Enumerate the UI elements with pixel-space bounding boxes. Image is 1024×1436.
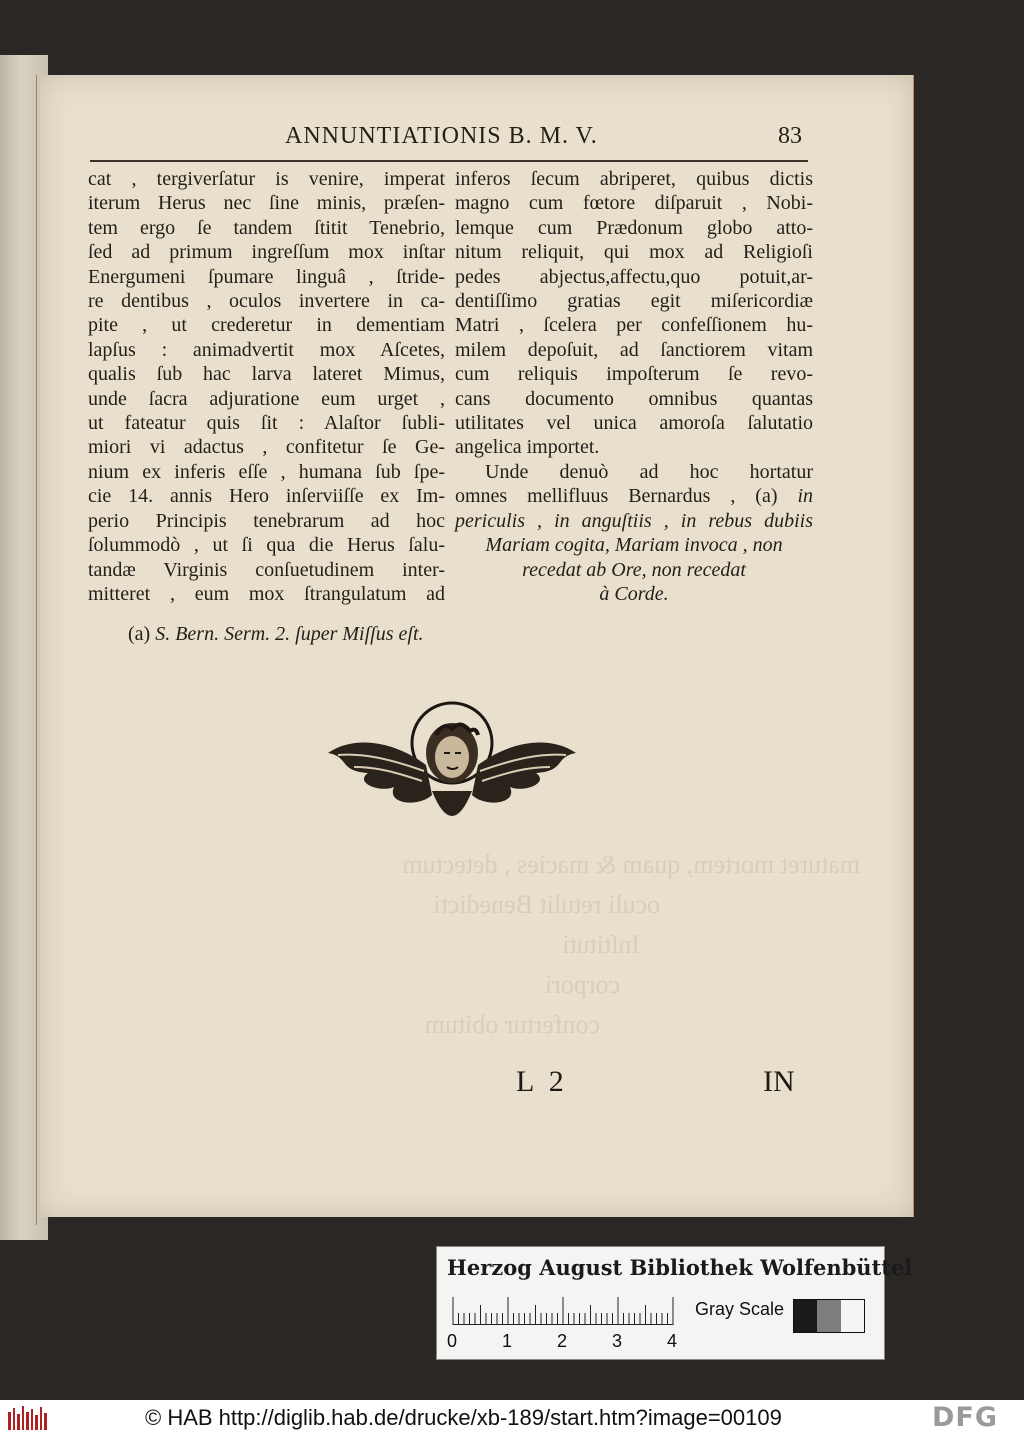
text-line: qualis ſub hac larva lateret Mimus, — [88, 363, 445, 386]
text-line: cie 14. annis Hero inſerviiſſe ex Im- — [88, 485, 445, 508]
text-line: nitum reliquit, qui mox ad Religioſi — [455, 241, 813, 264]
cherub-ornament — [324, 695, 582, 845]
gray-swatch — [817, 1300, 840, 1332]
text-line: nium ex inferis eſſe , humana ſub ſpe- — [88, 460, 445, 483]
text-line: inferos ſecum abriperet, quibus dictis — [455, 168, 813, 190]
gray-scale-swatches — [793, 1299, 865, 1333]
footnote-mark: (a) — [128, 623, 151, 645]
text-line — [455, 484, 813, 508]
text-line: lemque cum Prædonum globo atto- — [455, 216, 813, 239]
text-line: cans documento omnibus quantas — [455, 387, 813, 410]
text-line: iterum Herus nec ſine minis, præſen- — [88, 192, 445, 215]
catchword: IN — [763, 1065, 795, 1098]
scale-number: 2 — [557, 1331, 568, 1351]
italic-text-run: periculis , in anguſtiis , in rebus dubiis — [455, 509, 813, 532]
bleed-line: oculi retulit Benedicti — [433, 890, 660, 919]
running-head: ANNUNTIATIONIS B. M. V. — [285, 123, 598, 149]
bleed-line: corpori — [544, 970, 620, 999]
text-line: re dentibus , oculos invertere in ca- — [88, 290, 445, 313]
text-line: pedes abjectus,affectu,quo potuit,ar- — [455, 265, 813, 288]
ruler-icon — [449, 1295, 679, 1325]
quotation-line: Mariam cogita, Mariam invoca , non — [485, 534, 783, 557]
italic-text-run: in — [797, 485, 813, 508]
quotation-line: à Corde. — [599, 582, 669, 605]
institution-name: Herzog August Bibliothek Wolfenbüttel — [447, 1255, 913, 1280]
text-line — [455, 509, 813, 533]
text-line: tem ergo ſe tandem ſtitit Tenebrio, — [88, 216, 445, 239]
text-line: ut fateatur quis ſit : Alaſtor ſubli- — [88, 412, 445, 435]
footnote-text: S. Bern. Serm. 2. ſuper Miſſus eſt. — [155, 623, 424, 645]
bleed-line: maturet mortem, quam & macies , detectum — [402, 850, 860, 879]
copyright-link[interactable]: © HAB http://diglib.hab.de/drucke/xb-189/start.htm?image=00109 — [145, 1405, 782, 1430]
hab-barcode-logo-icon — [6, 1404, 52, 1432]
text-run: Unde denuò ad hoc hortatur — [485, 460, 813, 483]
text-line: perio Principis tenebrarum ad hoc — [88, 509, 445, 532]
text-line: utilitates vel unica amoroſa ſalutatio — [455, 412, 813, 435]
page-header — [40, 123, 913, 153]
text-line: ſolummodò , ut ſi qua die Herus ſalu- — [88, 534, 445, 557]
signature-mark: L 2 — [516, 1065, 568, 1098]
right-text-column — [455, 167, 813, 606]
bleed-through-text — [100, 845, 860, 1045]
scale-number: 0 — [447, 1331, 458, 1351]
text-line: dentiſſimo gratias egit miſericordiæ — [455, 290, 813, 313]
ruler-scale-numbers — [443, 1331, 693, 1353]
text-line: magno cum fœtore diſparuit , Nobi- — [455, 192, 813, 215]
scale-number: 3 — [612, 1331, 623, 1351]
text-run: omnes mellifluus Bernardus , (a) — [455, 485, 798, 508]
text-line: ſed ad primum ingreſſum mox inſtar — [88, 241, 445, 264]
gray-swatch — [794, 1300, 817, 1332]
text-line: miori vi adactus , confitetur ſe Ge- — [88, 436, 445, 459]
quotation-line: recedat ab Ore, non recedat — [522, 558, 746, 581]
bleed-line: confertur obitum — [424, 1010, 600, 1039]
text-line: mitteret , eum mox ſtrangulatum ad — [88, 582, 445, 605]
text-line: milem depoſuit, ad ſanctiorem vitam — [455, 338, 813, 361]
text-line — [455, 460, 813, 484]
text-line: cat , tergiverſatur is venire, imperat — [88, 168, 445, 190]
footnote — [128, 623, 424, 646]
page-number: 83 — [778, 123, 802, 149]
text-line: lapſus : animadvertit mox Aſcetes, — [88, 338, 445, 361]
text-line: pite , ut crederetur in dementiam — [88, 314, 445, 337]
text-line: tandæ Virginis conſuetudinem inter- — [88, 558, 445, 581]
text-line: Matri , ſcelera per confeſſionem hu- — [455, 314, 813, 337]
text-line: angelica importet. — [455, 436, 600, 459]
book-page — [40, 75, 913, 1217]
bleed-line: Inſtituti — [562, 930, 640, 959]
binding-line — [36, 75, 37, 1225]
library-label — [436, 1246, 913, 1360]
dfg-logo: DFG — [932, 1402, 999, 1433]
left-text-column — [88, 167, 445, 606]
text-line: Energumeni ſpumare linguâ , ſtride- — [88, 265, 445, 288]
scale-number: 4 — [667, 1331, 678, 1351]
footer-bar — [0, 1400, 1024, 1436]
text-line: cum reliquis impoſterum ſe revo- — [455, 363, 813, 386]
gray-swatch — [841, 1300, 864, 1332]
scale-number: 1 — [502, 1331, 513, 1351]
header-rule — [90, 160, 808, 162]
gray-scale-label: Gray Scale — [695, 1299, 785, 1319]
text-line: unde ſacra adjuratione eum urget , — [88, 387, 445, 410]
